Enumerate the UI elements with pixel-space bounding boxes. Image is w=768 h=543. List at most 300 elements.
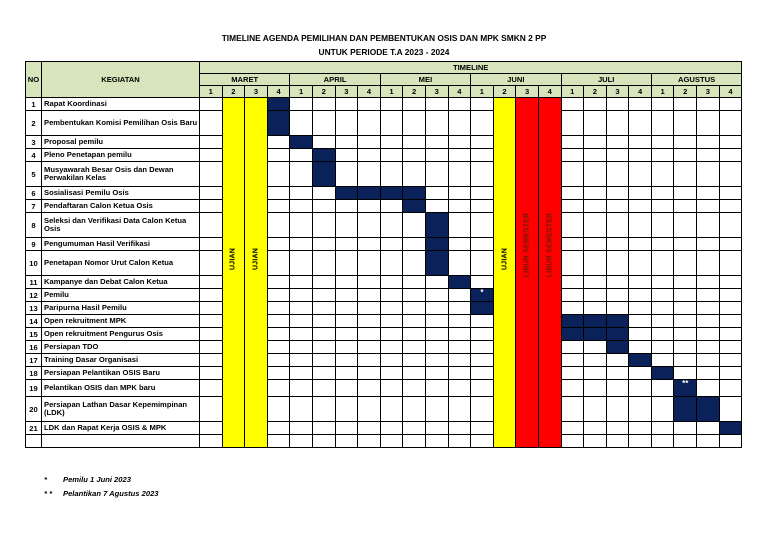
timeline-cell xyxy=(697,367,720,380)
timeline-cell xyxy=(719,380,742,397)
week-header: 1 xyxy=(651,86,674,98)
empty-row xyxy=(26,435,742,448)
timeline-cell xyxy=(403,354,426,367)
timeline-cell xyxy=(425,276,448,289)
timeline-cell xyxy=(651,276,674,289)
activity-name: Pembentukan Komisi Pemilihan Osis Baru xyxy=(42,111,200,136)
timeline-cell xyxy=(471,354,494,367)
row-number: 14 xyxy=(26,315,42,328)
timeline-cell xyxy=(290,111,313,136)
timeline-cell xyxy=(584,422,607,435)
exam-label: UJIAN xyxy=(501,247,509,270)
footnote-marker: ** xyxy=(682,379,689,388)
timeline-cell xyxy=(312,187,335,200)
timeline-cell xyxy=(200,302,223,315)
column-header-kegiatan: KEGIATAN xyxy=(42,62,200,98)
timeline-cell xyxy=(606,276,629,289)
timeline-cell xyxy=(335,98,358,111)
timeline-cell xyxy=(471,422,494,435)
timeline-cell xyxy=(606,435,629,448)
timeline-cell xyxy=(312,354,335,367)
timeline-cell xyxy=(606,162,629,187)
activity-name: Sosialisasi Pemilu Osis xyxy=(42,187,200,200)
week-header: 3 xyxy=(335,86,358,98)
week-header: 1 xyxy=(290,86,313,98)
row-number: 17 xyxy=(26,354,42,367)
schedule-bar-cell xyxy=(584,315,607,328)
timeline-cell xyxy=(380,380,403,397)
holiday-label: LIBUR SEMESTER xyxy=(523,212,531,277)
row-number: 21 xyxy=(26,422,42,435)
timeline-cell xyxy=(719,354,742,367)
timeline-cell xyxy=(403,397,426,422)
timeline-cell xyxy=(425,341,448,354)
row-number: 1 xyxy=(26,98,42,111)
exam-column xyxy=(245,98,268,448)
timeline-cell xyxy=(312,98,335,111)
footnote xyxy=(44,473,159,487)
timeline-cell xyxy=(629,162,652,187)
timeline-cell xyxy=(674,251,697,276)
timeline-cell xyxy=(267,289,290,302)
timeline-cell xyxy=(290,251,313,276)
timeline-cell xyxy=(606,136,629,149)
timeline-cell xyxy=(674,367,697,380)
timeline-cell xyxy=(403,136,426,149)
timeline-cell xyxy=(697,149,720,162)
schedule-bar-cell xyxy=(267,98,290,111)
row-number: 13 xyxy=(26,302,42,315)
timeline-cell xyxy=(719,98,742,111)
timeline-cell xyxy=(380,341,403,354)
timeline-cell xyxy=(584,251,607,276)
timeline-cell xyxy=(290,328,313,341)
activity-row xyxy=(26,380,742,397)
week-header: 4 xyxy=(448,86,471,98)
activity-row xyxy=(26,422,742,435)
activity-row xyxy=(26,397,742,422)
activity-name: Pemilu xyxy=(42,289,200,302)
timeline-cell xyxy=(471,98,494,111)
timeline-cell xyxy=(606,380,629,397)
timeline-cell xyxy=(358,397,381,422)
footnote-marker: * xyxy=(480,288,484,297)
timeline-cell xyxy=(403,328,426,341)
month-header: JUNI xyxy=(471,74,561,86)
schedule-bar-cell xyxy=(606,341,629,354)
footnotes xyxy=(44,473,159,501)
timeline-cell xyxy=(200,435,223,448)
timeline-cell xyxy=(425,354,448,367)
timeline-cell xyxy=(380,422,403,435)
week-header: 1 xyxy=(200,86,223,98)
timeline-cell xyxy=(335,136,358,149)
timeline-cell xyxy=(312,302,335,315)
schedule-bar-cell xyxy=(697,397,720,422)
timeline-cell xyxy=(674,315,697,328)
timeline-cell xyxy=(403,289,426,302)
timeline-cell xyxy=(448,187,471,200)
timeline-cell xyxy=(358,251,381,276)
month-header: MARET xyxy=(200,74,290,86)
timeline-cell xyxy=(358,238,381,251)
timeline-cell xyxy=(380,98,403,111)
timeline-cell xyxy=(629,276,652,289)
timeline-cell xyxy=(471,380,494,397)
timeline-cell xyxy=(719,187,742,200)
timeline-cell xyxy=(425,187,448,200)
activity-row xyxy=(26,367,742,380)
timeline-cell xyxy=(674,98,697,111)
timeline-cell xyxy=(651,435,674,448)
timeline-cell xyxy=(448,200,471,213)
timeline-cell xyxy=(584,435,607,448)
timeline-cell xyxy=(200,354,223,367)
timeline-cell xyxy=(448,435,471,448)
timeline-cell xyxy=(561,200,584,213)
timeline-cell xyxy=(200,162,223,187)
timeline-cell xyxy=(403,149,426,162)
timeline-cell xyxy=(697,354,720,367)
activity-row xyxy=(26,289,742,302)
exam-label: UJIAN xyxy=(252,247,260,270)
timeline-cell xyxy=(651,213,674,238)
timeline-cell xyxy=(312,422,335,435)
timeline-cell xyxy=(200,111,223,136)
timeline-cell xyxy=(561,341,584,354)
timeline-cell xyxy=(561,162,584,187)
activity-name: Penetapan Nomor Urut Calon Ketua xyxy=(42,251,200,276)
column-header-no: NO xyxy=(26,62,42,98)
row-number: 5 xyxy=(26,162,42,187)
schedule-bar-cell xyxy=(380,187,403,200)
timeline-cell xyxy=(358,162,381,187)
timeline-cell xyxy=(335,238,358,251)
week-header: 2 xyxy=(222,86,245,98)
timeline-cell xyxy=(697,238,720,251)
timeline-cell xyxy=(719,302,742,315)
timeline-cell xyxy=(448,315,471,328)
timeline-cell xyxy=(358,341,381,354)
row-number: 2 xyxy=(26,111,42,136)
week-header: 2 xyxy=(493,86,516,98)
activity-row xyxy=(26,187,742,200)
timeline-cell xyxy=(697,136,720,149)
timeline-cell xyxy=(561,187,584,200)
schedule-bar-cell xyxy=(584,328,607,341)
timeline-cell xyxy=(584,200,607,213)
week-header: 2 xyxy=(584,86,607,98)
timeline-cell xyxy=(629,422,652,435)
timeline-cell xyxy=(290,354,313,367)
activity-name: Paripurna Hasil Pemilu xyxy=(42,302,200,315)
timeline-cell xyxy=(267,200,290,213)
activity-row xyxy=(26,111,742,136)
activity-row xyxy=(26,238,742,251)
activity-name: Proposal pemilu xyxy=(42,136,200,149)
timeline-cell xyxy=(471,397,494,422)
timeline-cell xyxy=(561,251,584,276)
schedule-bar-cell xyxy=(471,289,494,302)
row-number xyxy=(26,435,42,448)
schedule-bar-cell xyxy=(606,328,629,341)
timeline-cell xyxy=(200,238,223,251)
timeline-cell xyxy=(448,213,471,238)
timeline-cell xyxy=(358,435,381,448)
timeline-cell xyxy=(335,149,358,162)
timeline-cell xyxy=(651,341,674,354)
timeline-cell xyxy=(584,187,607,200)
timeline-cell xyxy=(697,162,720,187)
timeline-cell xyxy=(425,149,448,162)
timeline-cell xyxy=(380,251,403,276)
week-header: 3 xyxy=(425,86,448,98)
timeline-cell xyxy=(674,187,697,200)
activity-row xyxy=(26,213,742,238)
exam-column xyxy=(493,98,516,448)
activity-name: Pleno Penetapan pemilu xyxy=(42,149,200,162)
timeline-cell xyxy=(561,149,584,162)
timeline-cell xyxy=(380,328,403,341)
timeline-cell xyxy=(719,289,742,302)
timeline-cell xyxy=(606,238,629,251)
schedule-bar-cell xyxy=(606,315,629,328)
timeline-cell xyxy=(651,200,674,213)
timeline-cell xyxy=(290,162,313,187)
exam-column xyxy=(222,98,245,448)
timeline-cell xyxy=(629,187,652,200)
timeline-cell xyxy=(200,422,223,435)
timeline-cell xyxy=(200,367,223,380)
timeline-cell xyxy=(584,213,607,238)
timeline-cell xyxy=(403,302,426,315)
timeline-cell xyxy=(335,315,358,328)
row-number: 15 xyxy=(26,328,42,341)
timeline-cell xyxy=(719,111,742,136)
timeline-cell xyxy=(719,315,742,328)
timeline-cell xyxy=(629,98,652,111)
timeline-cell xyxy=(606,200,629,213)
timeline-cell xyxy=(200,200,223,213)
timeline-cell xyxy=(335,200,358,213)
timeline-cell xyxy=(471,435,494,448)
timeline-cell xyxy=(403,213,426,238)
schedule-bar-cell xyxy=(290,136,313,149)
timeline-cell xyxy=(674,111,697,136)
timeline-cell xyxy=(471,149,494,162)
timeline-cell xyxy=(651,422,674,435)
timeline-cell xyxy=(719,162,742,187)
timeline-cell xyxy=(697,200,720,213)
timeline-cell xyxy=(674,328,697,341)
footnote-mark: * * xyxy=(44,489,53,498)
timeline-cell xyxy=(651,380,674,397)
timeline-cell xyxy=(606,213,629,238)
timeline-cell xyxy=(200,380,223,397)
timeline-cell xyxy=(380,276,403,289)
week-header: 1 xyxy=(471,86,494,98)
timeline-cell xyxy=(200,289,223,302)
timeline-cell xyxy=(425,162,448,187)
timeline-cell xyxy=(448,367,471,380)
schedule-bar-cell xyxy=(425,251,448,276)
activity-name: Persiapan Lathan Dasar Kepemimpinan (LDK) xyxy=(42,397,200,422)
timeline-cell xyxy=(629,302,652,315)
timeline-cell xyxy=(697,328,720,341)
timeline-cell xyxy=(380,136,403,149)
timeline-cell xyxy=(403,238,426,251)
timeline-cell xyxy=(674,200,697,213)
timeline-cell xyxy=(267,187,290,200)
week-header: 2 xyxy=(312,86,335,98)
week-header: 1 xyxy=(380,86,403,98)
schedule-bar-cell xyxy=(312,162,335,187)
timeline-cell xyxy=(448,422,471,435)
timeline-cell xyxy=(358,200,381,213)
timeline-cell xyxy=(651,162,674,187)
timeline-cell xyxy=(200,315,223,328)
week-header: 4 xyxy=(719,86,742,98)
row-number: 10 xyxy=(26,251,42,276)
timeline-cell xyxy=(629,111,652,136)
timeline-cell xyxy=(584,367,607,380)
timeline-cell xyxy=(471,367,494,380)
timeline-cell xyxy=(290,289,313,302)
month-header: APRIL xyxy=(290,74,380,86)
schedule-bar-cell xyxy=(335,187,358,200)
timeline-cell xyxy=(606,302,629,315)
timeline-cell xyxy=(335,341,358,354)
timeline-cell xyxy=(561,98,584,111)
schedule-bar-cell xyxy=(358,187,381,200)
timeline-cell xyxy=(380,162,403,187)
timeline-cell xyxy=(290,341,313,354)
timeline-cell xyxy=(584,98,607,111)
timeline-cell xyxy=(312,380,335,397)
activity-row xyxy=(26,315,742,328)
timeline-cell xyxy=(719,397,742,422)
week-header: 4 xyxy=(629,86,652,98)
timeline-cell xyxy=(267,238,290,251)
timeline-cell xyxy=(719,367,742,380)
timeline-cell xyxy=(358,136,381,149)
timeline-cell xyxy=(380,149,403,162)
schedule-bar-cell xyxy=(448,276,471,289)
schedule-bar-cell xyxy=(403,187,426,200)
timeline-cell xyxy=(312,111,335,136)
timeline-cell xyxy=(335,302,358,315)
activity-row xyxy=(26,162,742,187)
timeline-cell xyxy=(697,315,720,328)
schedule-bar-cell xyxy=(651,367,674,380)
timeline-cell xyxy=(290,380,313,397)
timeline-cell xyxy=(584,111,607,136)
activity-name: Open rekruitment Pengurus Osis xyxy=(42,328,200,341)
timeline-cell xyxy=(697,422,720,435)
timeline-cell xyxy=(651,302,674,315)
timeline-cell xyxy=(629,341,652,354)
timeline-cell xyxy=(312,200,335,213)
timeline-cell xyxy=(606,251,629,276)
timeline-cell xyxy=(471,136,494,149)
timeline-cell xyxy=(719,341,742,354)
timeline-cell xyxy=(267,435,290,448)
activity-name xyxy=(42,435,200,448)
timeline-cell xyxy=(380,289,403,302)
timeline-cell xyxy=(335,367,358,380)
column-header-timeline: TIMELINE xyxy=(200,62,742,74)
timeline-cell xyxy=(471,111,494,136)
timeline-cell xyxy=(606,367,629,380)
timeline-cell xyxy=(425,111,448,136)
timeline-cell xyxy=(425,422,448,435)
timeline-cell xyxy=(629,213,652,238)
timeline-cell xyxy=(290,187,313,200)
timeline-cell xyxy=(380,302,403,315)
timeline-cell xyxy=(290,397,313,422)
timeline-cell xyxy=(448,162,471,187)
timeline-cell xyxy=(312,328,335,341)
timeline-cell xyxy=(629,136,652,149)
timeline-cell xyxy=(267,380,290,397)
timeline-cell xyxy=(290,276,313,289)
timeline-cell xyxy=(290,435,313,448)
timeline-cell xyxy=(697,187,720,200)
week-header: 3 xyxy=(245,86,268,98)
timeline-cell xyxy=(403,367,426,380)
timeline-cell xyxy=(335,354,358,367)
timeline-cell xyxy=(425,98,448,111)
activity-name: Training Dasar Organisasi xyxy=(42,354,200,367)
timeline-cell xyxy=(448,111,471,136)
timeline-cell xyxy=(697,213,720,238)
timeline-cell xyxy=(606,187,629,200)
timeline-cell xyxy=(674,136,697,149)
timeline-cell xyxy=(651,251,674,276)
timeline-cell xyxy=(358,111,381,136)
timeline-cell xyxy=(719,328,742,341)
timeline-cell xyxy=(561,289,584,302)
activity-name: Musyawarah Besar Osis dan Dewan Perwakilan Kelas xyxy=(42,162,200,187)
timeline-cell xyxy=(719,136,742,149)
timeline-cell xyxy=(425,328,448,341)
row-number: 8 xyxy=(26,213,42,238)
timeline-cell xyxy=(290,200,313,213)
schedule-bar-cell xyxy=(719,422,742,435)
row-number: 18 xyxy=(26,367,42,380)
activity-row xyxy=(26,354,742,367)
timeline-cell xyxy=(674,289,697,302)
timeline-cell xyxy=(448,251,471,276)
document-title: TIMELINE AGENDA PEMILIHAN DAN PEMBENTUKAN OSIS DAN MPK SMKN 2 PP xyxy=(221,33,547,43)
timeline-cell xyxy=(403,162,426,187)
activity-name: Open rekruitment MPK xyxy=(42,315,200,328)
timeline-cell xyxy=(674,213,697,238)
activity-row xyxy=(26,251,742,276)
timeline-cell xyxy=(380,397,403,422)
timeline-cell xyxy=(403,380,426,397)
timeline-cell xyxy=(403,111,426,136)
schedule-bar-cell xyxy=(561,315,584,328)
timeline-cell xyxy=(358,149,381,162)
timeline-cell xyxy=(448,397,471,422)
timeline-cell xyxy=(471,315,494,328)
footnote-mark: * xyxy=(44,475,47,484)
timeline-cell xyxy=(561,136,584,149)
activity-row xyxy=(26,328,742,341)
timeline-cell xyxy=(290,213,313,238)
timeline-cell xyxy=(629,380,652,397)
